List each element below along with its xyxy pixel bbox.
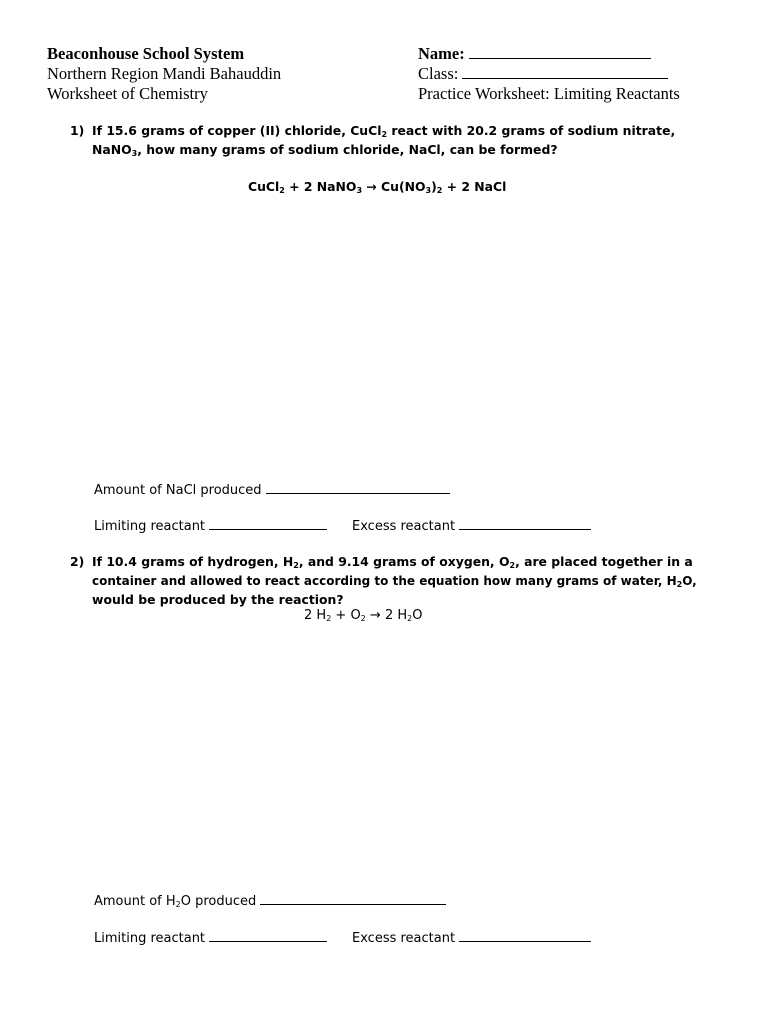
- question-text-line: If 10.4 grams of hydrogen, $H_2$, and 9.14 grams of oxygen, $O_2$, are placed together in a: [92, 554, 693, 570]
- chemical-equation: CuCl$_2$ + 2 NaNO$_3$ → $Cu(NO_3)_2 + 2$ NaCl: [248, 179, 507, 195]
- limiting-reactant-field[interactable]: [94, 515, 327, 534]
- class-label: Class:: [418, 64, 459, 83]
- question-1: [70, 122, 730, 162]
- amount-blank[interactable]: [266, 479, 450, 494]
- limiting-blank[interactable]: [209, 515, 327, 530]
- subject-name: Worksheet of Chemistry: [47, 84, 208, 103]
- excess-reactant-field[interactable]: [352, 515, 591, 534]
- question-text-line: container and allowed to react according to the equation how many grams of water, $H_2O$,: [92, 574, 697, 589]
- school-name: Beaconhouse School System: [47, 44, 245, 63]
- limiting-blank[interactable]: [209, 927, 327, 942]
- worksheet-title: Practice Worksheet: Limiting Reactants: [418, 84, 680, 103]
- amount-blank[interactable]: [260, 890, 446, 905]
- amount-produced-field[interactable]: [94, 890, 446, 909]
- question-2: [70, 553, 730, 613]
- class-field[interactable]: [418, 64, 668, 84]
- limiting-label: Limiting reactant: [94, 519, 206, 534]
- question-number: 2): [70, 554, 85, 569]
- question-text-line: would be produced by the reaction?: [92, 592, 344, 607]
- amount-label: Amount of $H_2O$ produced: [94, 894, 257, 909]
- region-name: Northern Region Mandi Bahauddin: [47, 64, 282, 83]
- question-text-line: If 15.6 grams of copper (II) chloride, CuCl$_2$ react with 20.2 grams of sodium nitrate,: [92, 123, 676, 139]
- amount-produced-field[interactable]: [94, 479, 450, 498]
- name-label: Name:: [418, 44, 465, 63]
- question-number: 1): [70, 123, 85, 138]
- name-blank[interactable]: [469, 44, 651, 59]
- question-text-line: NaNO$_3$, how many grams of sodium chloride, NaCl, can be formed?: [92, 142, 558, 158]
- limiting-label: Limiting reactant: [94, 931, 206, 946]
- excess-blank[interactable]: [459, 927, 591, 942]
- class-blank[interactable]: [462, 64, 668, 79]
- arrow-icon: →: [365, 608, 385, 623]
- chemical-equation: 2 $H_2 + O_2 \to 2$ $H_2O$: [304, 608, 423, 623]
- excess-reactant-field[interactable]: [352, 927, 591, 946]
- excess-blank[interactable]: [459, 515, 591, 530]
- limiting-reactant-field[interactable]: [94, 927, 327, 946]
- name-field[interactable]: [418, 44, 651, 64]
- arrow-icon: →: [362, 179, 382, 194]
- excess-label: Excess reactant: [352, 931, 456, 946]
- excess-label: Excess reactant: [352, 519, 456, 534]
- amount-label: Amount of NaCl produced: [94, 483, 262, 498]
